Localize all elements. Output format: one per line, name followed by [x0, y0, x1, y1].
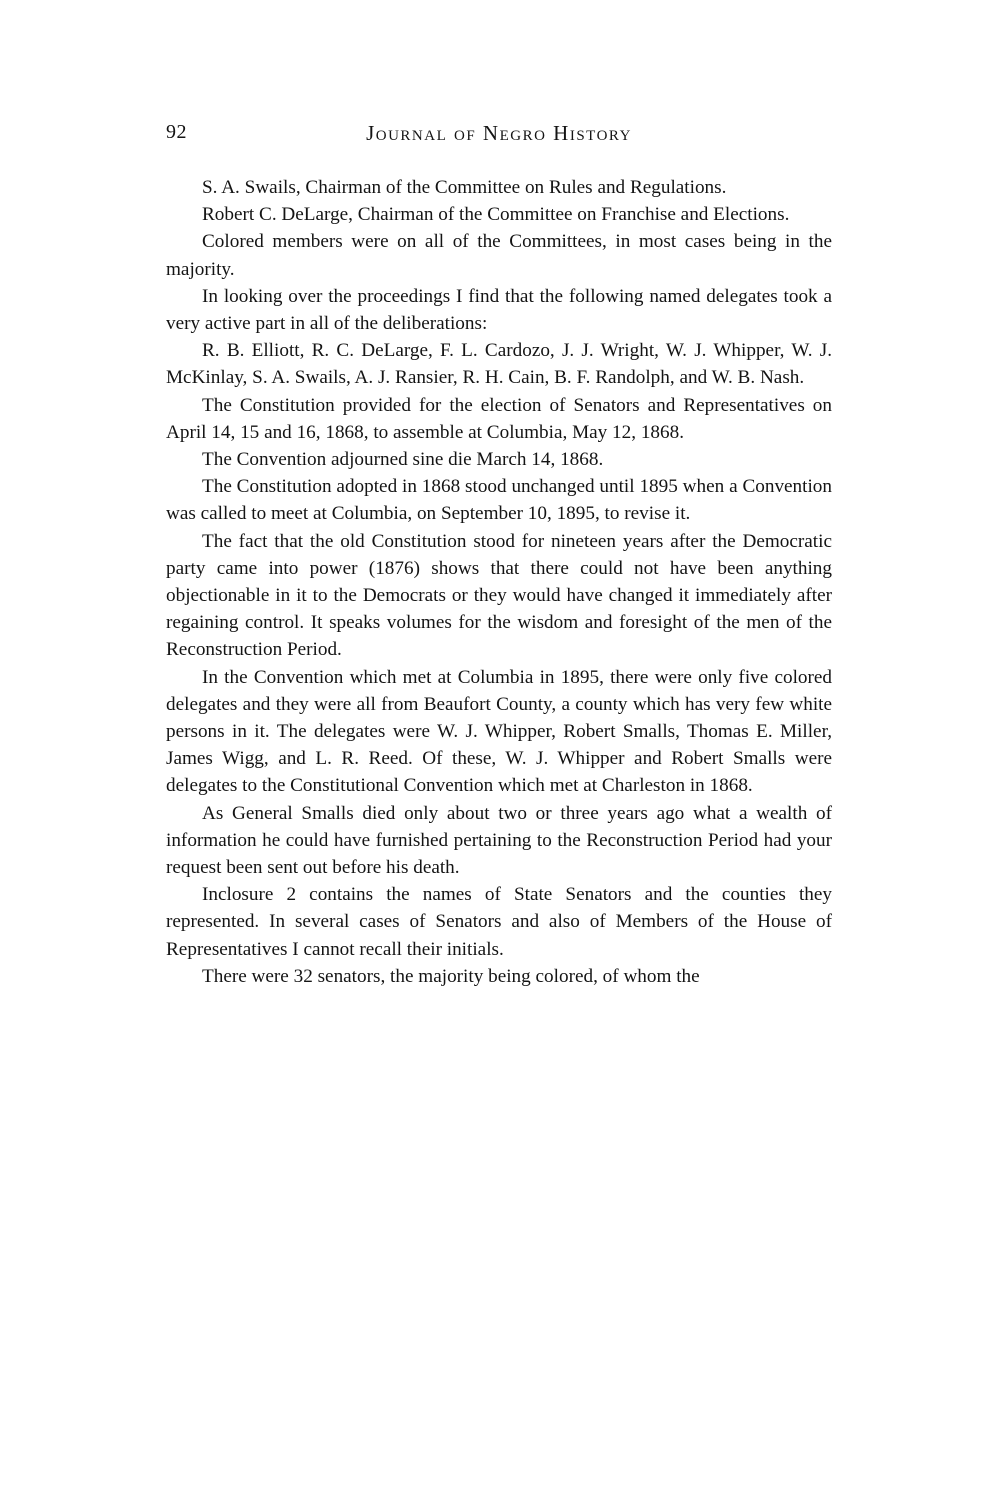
- page-header: [166, 121, 832, 155]
- paragraph: Robert C. DeLarge, Chairman of the Committee on Franchise and Elections.: [202, 204, 790, 226]
- paragraph: Inclosure 2 contains the names of State Senators and the counties they represented. In several cases of Senators and also of Members of the House of Representatives I cannot recall their initials.: [166, 884, 832, 960]
- paragraph: There were 32 senators, the majority being colored, of whom the: [202, 965, 700, 987]
- paragraph: R. B. Elliott, R. C. DeLarge, F. L. Cardozo, J. J. Wright, W. J. Whipper, W. J. McKinlay, S. A. Swails, A. J. Ransier, R. H. Cain, B. F. Randolph, and W. B. Nash.: [166, 340, 832, 389]
- paragraph: Colored members were on all of the Committees, in most cases being in the majority.: [166, 231, 832, 280]
- paragraph: The Constitution provided for the election of Senators and Representatives on April 14, 15 and 16, 1868, to assemble at Columbia, May 12, 1868.: [166, 394, 832, 443]
- paragraph: As General Smalls died only about two or three years ago what a wealth of information he could have furnished pertaining to the Reconstruction Period had your request been sent out before his death.: [166, 802, 832, 879]
- paragraph: In looking over the proceedings I find that the following named delegates took a very active part in all of the deliberations:: [166, 285, 832, 335]
- paragraph: In the Convention which met at Columbia in 1895, there were only five colored delegates and they were all from Beaufort County, a county which has very few white persons in it. The delegates were W. J. Whipper, Robert Smalls, Thomas E. Miller, James Wigg, and L. R. Reed. Of these, W. J. Whipper and Robert Smalls were delegates to the Constitutional Convention which met at Charleston in 1868.: [166, 666, 832, 797]
- paragraph: The fact that the old Constitution stood for nineteen years after the Democratic party came into power (1876) shows that there could not have been anything objectionable in it to the Democrats or they would have changed it immediately after regaining control. It speaks volumes for the wisdom and foresight of the men of the Reconstruction Period.: [166, 530, 832, 661]
- paragraph: The Convention adjourned sine die March 14, 1868.: [202, 449, 604, 471]
- running-title: Journal of Negro History: [366, 121, 632, 145]
- body-text: [166, 174, 832, 990]
- page-number: 92: [166, 121, 187, 143]
- paragraph: The Constitution adopted in 1868 stood unchanged until 1895 when a Convention was called to meet at Columbia, on September 10, 1895, to revise it.: [166, 476, 832, 525]
- paragraph: S. A. Swails, Chairman of the Committee on Rules and Regulations.: [202, 177, 727, 198]
